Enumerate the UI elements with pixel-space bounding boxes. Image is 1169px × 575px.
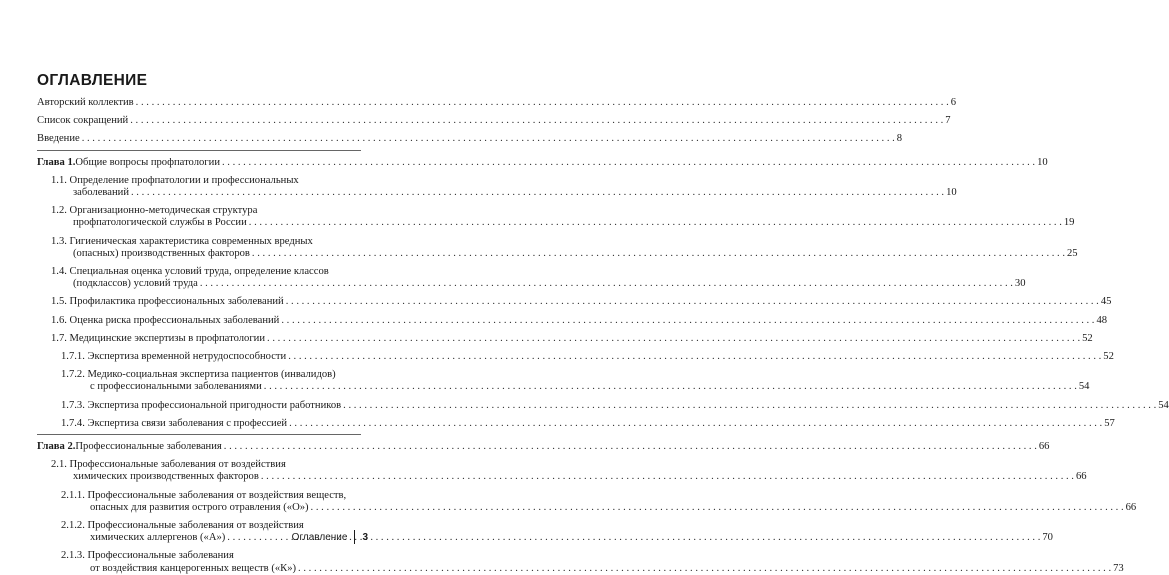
running-title: Оглавление <box>291 531 348 543</box>
toc-entry-page: 66 <box>1038 441 1050 453</box>
page-number: 3 <box>362 531 368 543</box>
toc-entry-title: Список сокращений <box>37 115 129 127</box>
toc-entry-page: 7 <box>945 115 951 127</box>
toc-entry-2-1-2[interactable]: 2.1.2. Профессиональные заболевания от воздействия химических аллергенов («А») . . . 70 <box>37 520 361 544</box>
table-of-contents <box>37 97 1169 575</box>
toc-entry-1-2[interactable]: 1.2. Организационно-методическая структура профпатологической службы в России . . . 19 <box>37 205 361 229</box>
toc-entry-introduction[interactable] <box>37 133 903 145</box>
toc-entry-1-7[interactable]: 1.7. Медицинские экспертизы в профпатологии . . . 52 <box>37 333 361 345</box>
chapter-title: Профессиональные заболевания <box>75 441 222 453</box>
toc-entry-page: 8 <box>896 133 903 145</box>
toc-entry-2-1[interactable]: 2.1. Профессиональные заболевания от воздействия химических производственных факторов . . . 66 <box>37 459 361 483</box>
footer-divider <box>354 530 355 544</box>
toc-entry-1-1[interactable]: 1.1. Определение профпатологии и профессиональных заболеваний . . . 10 <box>37 175 361 199</box>
toc-entry-authors[interactable] <box>37 97 957 109</box>
toc-entry-1-4[interactable]: 1.4. Специальная оценка условий труда, определение классов (подклассов) условий труда . . . 30 <box>37 266 361 290</box>
toc-entry-2-1-1[interactable]: 2.1.1. Профессиональные заболевания от воздействия веществ, опасных для развития острого отравления («О») . . . 66 <box>37 490 361 514</box>
toc-entry-page: 10 <box>1037 156 1048 168</box>
section-divider <box>37 434 361 435</box>
toc-entry-1-7-2[interactable]: 1.7.2. Медико-социальная экспертиза пациентов (инвалидов) с профессиональными заболеваниями . . . 54 <box>37 369 361 393</box>
toc-entry-1-7-3[interactable]: 1.7.3. Экспертиза профессиональной пригодности работников . . . 54 <box>37 400 361 412</box>
toc-chapter-2[interactable] <box>37 441 1050 453</box>
toc-entry-1-7-1[interactable]: 1.7.1. Экспертиза временной нетрудоспособности . . . 52 <box>37 351 361 363</box>
toc-chapter-1[interactable] <box>37 156 1048 169</box>
chapter-label: Глава 1. <box>37 156 76 168</box>
toc-entry-1-5[interactable]: 1.5. Профилактика профессиональных заболеваний . . . 45 <box>37 296 361 308</box>
toc-entry-1-7-4[interactable]: 1.7.4. Экспертиза связи заболевания с профессией . . . 57 <box>37 418 361 430</box>
toc-entry-abbreviations[interactable] <box>37 115 951 127</box>
toc-entry-1-3[interactable]: 1.3. Гигиеническая характеристика современных вредных (опасных) производственных факторов . . . 25 <box>37 236 361 260</box>
section-divider <box>37 150 361 151</box>
chapter-title: Общие вопросы профпатологии <box>75 156 220 168</box>
chapter-label: Глава 2. <box>37 441 76 453</box>
toc-entry-page: 6 <box>950 97 957 108</box>
toc-entry-1-6[interactable]: 1.6. Оценка риска профессиональных заболеваний . . . 48 <box>37 315 361 327</box>
page-title: ОГЛАВЛЕНИЕ <box>37 72 148 89</box>
toc-entry-title: Авторский коллектив <box>37 97 134 108</box>
toc-entry-title: Введение <box>37 133 80 145</box>
page-footer <box>292 530 368 544</box>
toc-entry-2-1-3[interactable]: 2.1.3. Профессиональные заболевания от воздействия канцерогенных веществ («К») . . . 73 <box>37 550 361 574</box>
